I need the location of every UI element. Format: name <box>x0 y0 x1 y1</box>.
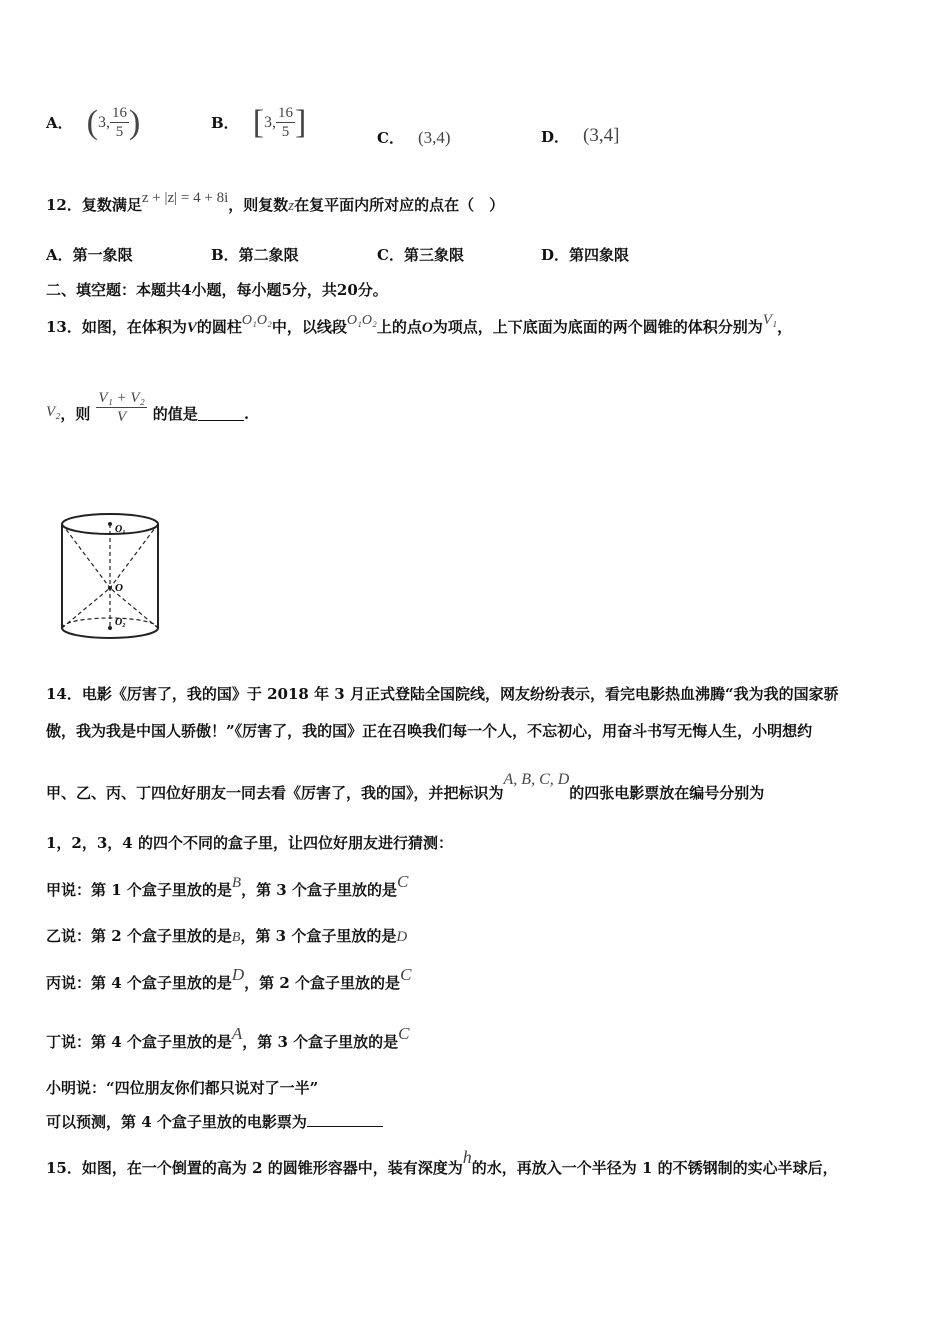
fraction <box>110 104 129 141</box>
statement-value: C <box>396 872 409 891</box>
q14-line-1: 14．电影《厉害了，我的国》于 2018 年 3 月正式登陆全国院线，网友纷纷表示，看完电影热血沸腾“我为我的国家骄 <box>46 685 839 703</box>
q12-middle: ，则复数 <box>228 196 289 214</box>
fraction-numerator: 16 <box>278 105 294 121</box>
q12-equation: z + |z| = 4 + 8i <box>141 190 229 206</box>
fraction-denominator: 5 <box>281 124 290 140</box>
q14-line-3 <box>46 771 765 804</box>
q13-text: ，则 <box>60 404 91 423</box>
fraction-numerator: V₁ + V₂ <box>98 390 145 406</box>
q12-suffix: 在复平面内所对应的点在（ ） <box>294 196 505 214</box>
q12-option-c: C．第三象限 <box>377 246 464 264</box>
q12-option-d: D．第四象限 <box>541 246 630 264</box>
statement-value: D <box>396 929 408 945</box>
q13-axis-o1o2: O₁O₂ <box>241 313 272 328</box>
q13-text: . <box>243 404 250 423</box>
interval-start: 3, <box>97 113 110 131</box>
cylinder-figure <box>55 510 185 650</box>
q11-option-b <box>211 104 306 141</box>
fraction <box>276 104 295 141</box>
q14-text: 可以预测，第 4 个盒子里放的电影票为 <box>46 1113 307 1131</box>
statement-text: 乙说：第 2 个盒子里放的是 <box>46 927 232 945</box>
close-bracket: ] <box>295 103 307 141</box>
answer-blank <box>307 1112 383 1127</box>
q13-text: 的值是 <box>152 404 198 423</box>
open-bracket: [ <box>252 103 265 141</box>
q12-stem <box>46 190 505 216</box>
q13-v1: V₁ <box>762 312 778 328</box>
statement-bing <box>46 965 412 993</box>
fraction-numerator: 16 <box>111 105 127 121</box>
q15-depth-var: h <box>462 1147 472 1167</box>
q13-stem <box>46 312 793 339</box>
q14-line-2: 傲，我为我是中国人骄傲！”《厉害了，我的国》正在召唤我们每一个人，不忘初心，用奋斗书写无悔人生，小明想约 <box>46 722 813 740</box>
statement-value: A <box>231 1024 243 1043</box>
statement-value: C <box>400 965 412 984</box>
statement-value: C <box>398 1024 410 1043</box>
answer-blank <box>198 406 244 421</box>
statement-text: ，第 3 个盒子里放的是 <box>242 1033 399 1051</box>
q13-text: 的圆柱 <box>196 318 242 336</box>
statement-text: 丁说：第 4 个盒子里放的是 <box>46 1033 232 1051</box>
option-label: C． <box>377 129 404 147</box>
close-paren: ) <box>128 103 141 141</box>
label-o: O <box>115 582 123 594</box>
statement-value: B <box>231 875 242 891</box>
q13-text: ， <box>777 318 793 336</box>
open-paren: ( <box>86 103 98 141</box>
statement-text: 丙说：第 4 个盒子里放的是 <box>46 974 232 992</box>
q13-stem-2 <box>46 390 250 432</box>
statement-ding <box>46 1024 410 1052</box>
q15-text: 15．如图，在一个倒置的高为 2 的圆锥形容器中，装有深度为 <box>46 1159 463 1177</box>
q11-option-c <box>377 127 451 148</box>
q14-text: 的四张电影票放在编号分别为 <box>569 784 765 802</box>
q13-text: 中，以线段 <box>271 318 347 336</box>
option-label: D． <box>541 127 570 146</box>
statement-text: ，第 3 个盒子里放的是 <box>240 927 397 945</box>
section-header: 二、填空题：本题共4小题，每小题5分，共20分。 <box>46 281 388 299</box>
option-label: A． <box>46 114 73 132</box>
q11-option-d <box>541 125 619 147</box>
q12-option-a: A．第一象限 <box>46 246 133 264</box>
interval: (3,4] <box>583 125 620 146</box>
statement-text: 甲说：第 1 个盒子里放的是 <box>46 881 232 899</box>
q14-ticket-labels: A, B, C, D <box>503 771 570 788</box>
q13-text: 上的点 <box>376 318 422 336</box>
q13-segment-o1o2: O₁O₂ <box>346 313 377 328</box>
statement-text: ，第 3 个盒子里放的是 <box>241 881 397 899</box>
interval-start: 3, <box>264 113 277 131</box>
q11-option-a <box>46 104 140 141</box>
q14-prediction <box>46 1112 383 1132</box>
q12-option-b: B．第二象限 <box>211 246 299 264</box>
statement-value: D <box>231 965 245 984</box>
q13-point-o: O <box>421 320 433 336</box>
xiaoming-statement: 小明说：“四位朋友你们都只说对了一半” <box>46 1079 319 1097</box>
q15-text: 的水，再放入一个半径为 1 的不锈钢制的实心半球后， <box>471 1159 838 1177</box>
q13-text: 为项点，上下底面为底面的两个圆锥的体积分别为 <box>432 318 763 336</box>
option-label: B． <box>211 114 239 132</box>
q15-stem <box>46 1147 838 1178</box>
fraction-denominator: V <box>117 409 127 425</box>
interval: (3,4) <box>417 127 451 147</box>
fraction-denominator: 5 <box>115 124 124 140</box>
q13-volume-var: V <box>186 320 197 336</box>
statement-jia <box>46 872 409 901</box>
statement-text: ，第 2 个盒子里放的是 <box>244 974 401 992</box>
q14-text: 甲、乙、丙、丁四位好朋友一同去看《厉害了，我的国》，并把标识为 <box>46 784 504 802</box>
q13-fraction <box>96 389 146 426</box>
q13-v2: V₂ <box>46 403 61 420</box>
statement-value: B <box>231 930 241 945</box>
q12-var: z <box>288 198 295 214</box>
statement-yi <box>46 926 407 948</box>
q13-text: 13．如图，在体积为 <box>46 318 187 336</box>
q14-line-4: 1，2，3，4 的四个不同的盒子里，让四位好朋友进行猜测： <box>46 834 453 852</box>
label-o2: O₂ <box>115 617 126 628</box>
label-o1: O₁ <box>115 524 126 535</box>
q12-prefix: 12．复数满足 <box>46 196 142 214</box>
